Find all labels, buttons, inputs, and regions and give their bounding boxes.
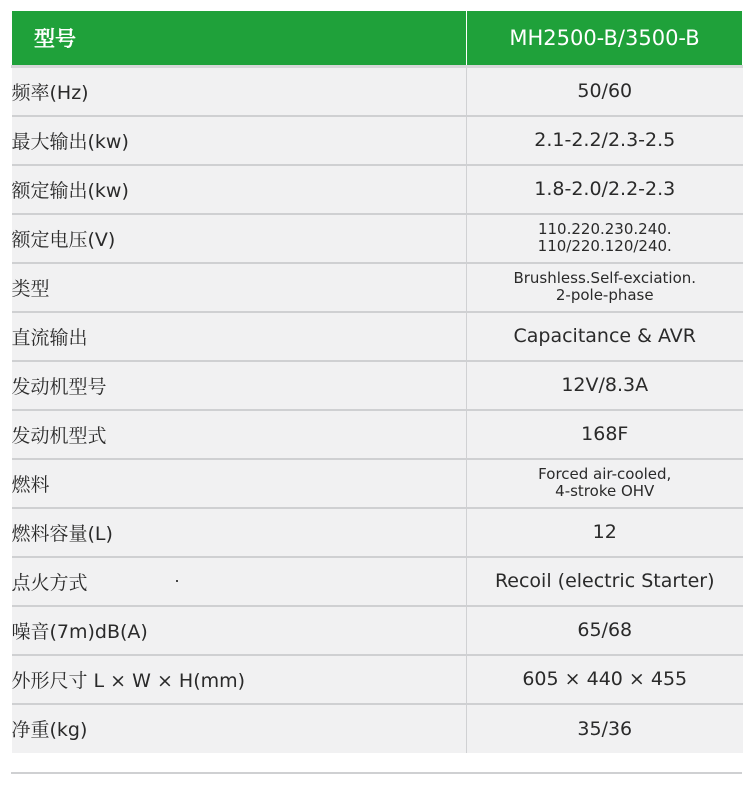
row-label: 最大输出(kw) [12,116,467,165]
row-value [467,165,743,214]
row-value-line: 1.8-2.0/2.2-2.3 [534,178,676,200]
row-value [467,116,743,165]
row-label: 额定电压(V) [12,214,467,263]
row-value [467,263,743,312]
row-value-line: 2-pole-phase [555,286,654,304]
table-row [12,704,743,753]
row-value-line: 605 × 440 × 455 [522,668,688,690]
row-value-line: Brushless.Self-exciation. [513,269,697,287]
row-label: 燃料容量(L) [12,508,467,557]
row-value-line: 35/36 [577,717,633,740]
row-value-line: 65/68 [577,619,633,641]
row-value [467,557,743,606]
table-row [12,263,743,312]
row-label: 类型 [12,263,467,312]
row-label: 频率(Hz) [12,67,467,116]
row-label: 点火方式 [12,557,467,606]
table-row [12,165,743,214]
row-value [467,214,743,263]
table-row [12,508,743,557]
row-value-line: 168F [581,423,629,445]
table-row [12,410,743,459]
row-label: 燃料 [12,459,467,508]
table-row [12,116,743,165]
row-label: 发动机型号 [12,361,467,410]
spec-rows [12,67,743,753]
row-value [467,410,743,459]
header-label: 型号 [12,11,467,67]
header-model: MH2500-B/3500-B [467,11,743,67]
table-row [12,214,743,263]
row-value-line: 110/220.120/240. [537,237,672,255]
row-value [467,459,743,508]
row-value [467,655,743,704]
row-value [467,67,743,116]
row-value-line: 12 [592,521,617,543]
row-value-line: Forced air-cooled, [538,465,672,483]
header-row [12,11,743,67]
row-value [467,704,743,753]
table-row [12,312,743,361]
row-value-line: 50/60 [577,80,633,103]
table-row [12,361,743,410]
spec-table [11,11,743,753]
table-row [12,67,743,116]
bottom-rule [11,772,742,774]
row-value-line: Capacitance & AVR [513,325,696,347]
row-value [467,508,743,557]
table-row [12,557,743,606]
row-label: 净重(kg) [12,704,467,753]
row-value-line: Recoil (electric Starter) [494,570,715,592]
stray-dot [176,580,178,582]
row-value [467,606,743,655]
row-value-line: 12V/8.3A [561,374,649,396]
table-row [12,459,743,508]
row-label: 直流输出 [12,312,467,361]
table-row [12,606,743,655]
row-value-line: 2.1-2.2/2.3-2.5 [534,129,676,151]
spec-table-wrapper [11,11,742,753]
row-value [467,312,743,361]
row-label: 外形尺寸 L × W × H(mm) [12,655,467,704]
row-value-line: 110.220.230.240. [537,220,672,238]
table-row [12,655,743,704]
row-value-line: 4-stroke OHV [555,482,655,500]
row-value [467,361,743,410]
row-label: 发动机型式 [12,410,467,459]
row-label: 额定输出(kw) [12,165,467,214]
row-label: 噪音(7m)dB(A) [12,606,467,655]
